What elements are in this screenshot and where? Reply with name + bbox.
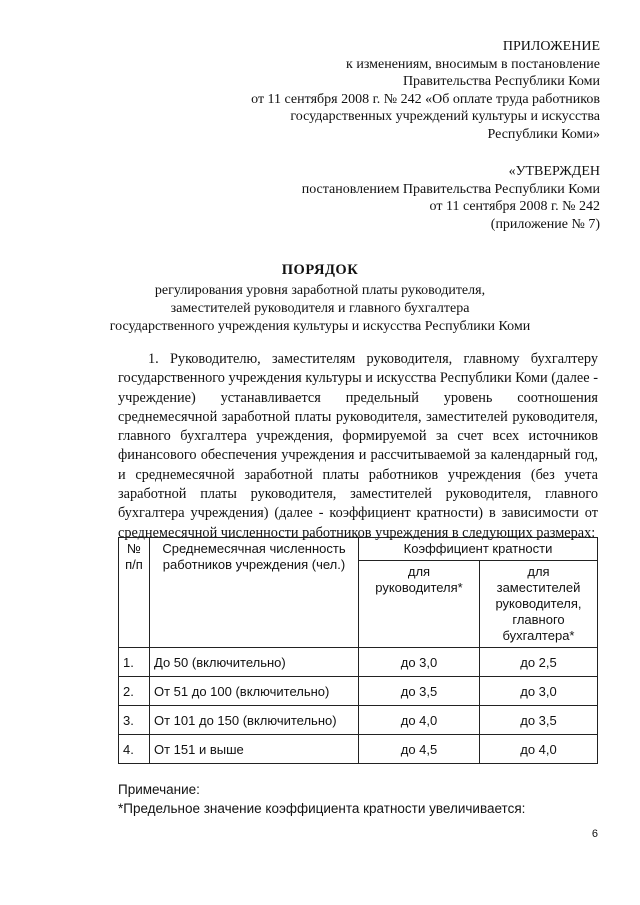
appendix-line: ПРИЛОЖЕНИЕ [502,39,600,54]
table-row [119,648,598,677]
table-row [119,735,598,764]
row-number: 1. [119,648,150,677]
coefficient-table [118,537,598,764]
appendix-line: от 11 сентября 2008 г. № 242 «Об оплате труда работников [251,91,600,107]
row-staff: От 151 и выше [150,735,359,764]
subtitle-line: заместителей руководителя и главного бухгалтера [170,301,470,316]
row-deputies: до 3,5 [480,706,598,735]
row-head: до 4,5 [359,735,480,764]
note-text: *Предельное значение коэффициента кратности увеличивается: [118,801,526,816]
table-header-row [119,538,598,561]
approved-line: «УТВЕРЖДЕН [508,164,600,179]
approved-line: постановлением Правительства Республики Коми [301,181,600,197]
row-head: до 4,0 [359,706,480,735]
row-staff: До 50 (включительно) [150,648,359,677]
header-coefficient: Коэффициент кратности [359,538,598,561]
appendix-line: к изменениям, вносимым в постановление [346,56,600,72]
subtitle-line: регулирования уровня заработной платы руководителя, [154,283,486,298]
paragraph-1-text: 1. Руководителю, заместителям руководителя, главному бухгалтеру государственного учреждения культуры и искусства Республики Коми (далее - учреждение) устанавливается предельный уровень соотношения среднемесячной заработной платы руководителя, заместителей руководителя, главного бухгалтера учреждения, формируемой за счет всех источников финансового обеспечения учреждения и рассчитываемой за календарный год, и среднемесячной заработной платы работников учреждения (без учета заработной платы руководителя, заместителей руководителя, главного бухгалтера учреждения) (далее - коэффициент кратности) в зависимости от среднемесячной численности работников учреждения в следующих размерах: [118,351,598,541]
notes-section [118,780,525,818]
row-staff: От 101 до 150 (включительно) [150,706,359,735]
row-number: 4. [119,735,150,764]
header-staff: Среднемесячная численность работников учреждения (чел.) [150,538,359,648]
header-deputies: для заместителей руководителя, главного бухгалтера* [480,561,598,648]
appendix-header [251,38,600,143]
table-row [119,706,598,735]
page-number: 6 [591,828,598,840]
row-deputies: до 2,5 [480,648,598,677]
document-subtitle [0,282,640,336]
row-head: до 3,5 [359,677,480,706]
header-number: № п/п [119,538,150,648]
approved-line: от 11 сентября 2008 г. № 242 [429,199,600,214]
appendix-line: государственных учреждений культуры и искусства [290,109,600,124]
header-head: для руководителя* [359,561,480,648]
row-number: 3. [119,706,150,735]
appendix-line: Правительства Республики Коми [402,74,600,89]
table-row [119,677,598,706]
subtitle-line: государственного учреждения культуры и искусства Республики Коми [109,319,531,334]
row-head: до 3,0 [359,648,480,677]
approved-header [302,163,600,233]
row-deputies: до 4,0 [480,735,598,764]
row-deputies: до 3,0 [480,677,598,706]
document-title: ПОРЯДОК [281,262,359,278]
row-number: 2. [119,677,150,706]
paragraph-1 [118,350,598,543]
approved-line: (приложение № 7) [490,216,600,232]
row-staff: От 51 до 100 (включительно) [150,677,359,706]
appendix-line: Республики Коми» [487,126,600,142]
note-label: Примечание: [118,782,200,797]
